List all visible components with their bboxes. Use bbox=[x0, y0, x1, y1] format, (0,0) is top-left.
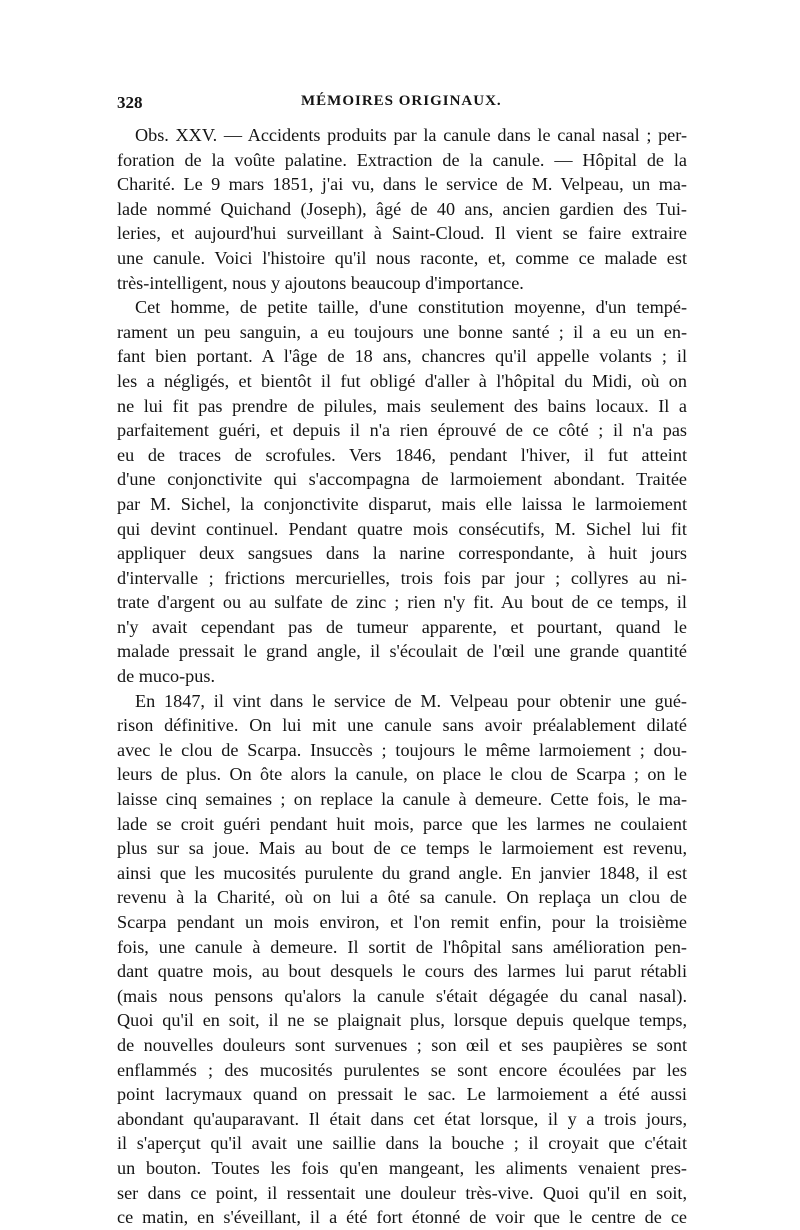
text-line: Charité. Le 9 mars 1851, j'ai vu, dans le service de M. Velpeau, un ma- bbox=[117, 174, 687, 195]
paragraph-observation-title bbox=[117, 123, 687, 295]
document-page bbox=[117, 93, 687, 1230]
text-line: un bouton. Toutes les fois qu'en mangeant, les aliments venaient pres- bbox=[117, 1157, 687, 1178]
text-line: dant quatre mois, au bout desquels le cours des larmes lui parut rétabli bbox=[117, 961, 687, 982]
text-line: d'une conjonctivite qui s'accompagna de larmoiement abondant. Traitée bbox=[117, 469, 687, 490]
text-line: de muco-pus. bbox=[117, 666, 215, 687]
text-line: une canule. Voici l'histoire qu'il nous raconte, et, comme ce malade est bbox=[117, 247, 687, 268]
text-line: Cet homme, de petite taille, d'une constitution moyenne, d'un tempé- bbox=[135, 297, 687, 318]
text-line: Obs. XXV. — Accidents produits par la canule dans le canal nasal ; per- bbox=[135, 125, 687, 145]
text-line: les a négligés, et bientôt il fut obligé d'aller à l'hôpital du Midi, où on bbox=[117, 370, 687, 391]
text-line: fois, une canule à demeure. Il sortit de l'hôpital sans amélioration pen- bbox=[117, 936, 687, 957]
text-line: de nouvelles douleurs sont survenues ; son œil et ses paupières se sont bbox=[117, 1034, 687, 1055]
page-header bbox=[117, 93, 687, 119]
text-line: par M. Sichel, la conjonctivite disparut, mais elle laissa le larmoiement bbox=[117, 493, 687, 514]
text-line: leries, et aujourd'hui surveillant à Saint-Cloud. Il vient se faire extraire bbox=[117, 223, 687, 244]
text-line: il s'aperçut qu'il avait une saillie dans la bouche ; il croyait que c'était bbox=[117, 1133, 687, 1154]
text-line: Quoi qu'il en soit, il ne se plaignait plus, lorsque depuis quelque temps, bbox=[117, 1010, 687, 1031]
paragraph-treatment bbox=[117, 689, 687, 1230]
text-line: enflammés ; des mucosités purulentes se sont encore écoulées par les bbox=[117, 1059, 687, 1080]
text-line: d'intervalle ; frictions mercurielles, trois fois par jour ; collyres au ni- bbox=[117, 567, 687, 588]
text-line: n'y avait cependant pas de tumeur apparente, et pourtant, quand le bbox=[117, 616, 687, 637]
text-line: trate d'argent ou au sulfate de zinc ; rien n'y fit. Au bout de ce temps, il bbox=[117, 592, 687, 613]
text-line: fant bien portant. A l'âge de 18 ans, chancres qu'il appelle volants ; il bbox=[117, 346, 687, 367]
text-line: rison définitive. On lui mit une canule sans avoir préalablement dilaté bbox=[117, 715, 687, 736]
text-line: plus sur sa joue. Mais au bout de ce temps le larmoiement est revenu, bbox=[117, 838, 687, 859]
text-line: laisse cinq semaines ; on replace la canule à demeure. Cette fois, le ma- bbox=[117, 789, 687, 810]
page-number: 328 bbox=[117, 93, 143, 112]
text-line: qui devint continuel. Pendant quatre mois consécutifs, M. Sichel lui fit bbox=[117, 518, 687, 539]
text-line: (mais nous pensons qu'alors la canule s'était dégagée du canal nasal). bbox=[117, 985, 687, 1006]
text-line: revenu à la Charité, où on lui a ôté sa canule. On replaça un clou de bbox=[117, 887, 687, 908]
text-line: foration de la voûte palatine. Extraction de la canule. — Hôpital de la bbox=[117, 149, 687, 170]
text-line: leurs de plus. On ôte alors la canule, on place le clou de Scarpa ; on le bbox=[117, 764, 687, 785]
text-line: rament un peu sanguin, a eu toujours une bonne santé ; il a eu un en- bbox=[117, 321, 687, 342]
running-title: MÉMOIRES ORIGINAUX. bbox=[301, 93, 502, 109]
text-line: ser dans ce point, il ressentait une douleur très-vive. Quoi qu'il en soit, bbox=[117, 1182, 687, 1203]
text-line: eu de traces de scrofules. Vers 1846, pendant l'hiver, il fut atteint bbox=[117, 444, 687, 465]
text-line: parfaitement guéri, et depuis il n'a rien éprouvé de ce côté ; il n'a pas bbox=[117, 420, 687, 441]
text-line: abondant qu'auparavant. Il était dans cet état lorsque, il y a trois jours, bbox=[117, 1108, 687, 1129]
text-line: appliquer deux sangsues dans la narine correspondante, à huit jours bbox=[117, 543, 687, 564]
text-line: point lacrymaux quand on pressait le sac. Le larmoiement a été aussi bbox=[117, 1084, 687, 1105]
text-line: ainsi que les mucosités purulente du grand angle. En janvier 1848, il est bbox=[117, 862, 687, 883]
paragraph-history bbox=[117, 295, 687, 689]
text-line: ce matin, en s'éveillant, il a été fort étonné de voir que le centre de ce bbox=[117, 1207, 687, 1228]
text-line: lade nommé Quichand (Joseph), âgé de 40 ans, ancien gardien des Tui- bbox=[117, 198, 687, 219]
text-line: malade pressait le grand angle, il s'écoulait de l'œil une grande quantité bbox=[117, 641, 687, 662]
text-line: ne lui fit pas prendre de pilules, mais seulement des bains locaux. Il a bbox=[117, 395, 687, 416]
text-line: lade se croit guéri pendant huit mois, parce que les larmes ne coulaient bbox=[117, 813, 687, 834]
text-line: En 1847, il vint dans le service de M. Velpeau pour obtenir une gué- bbox=[135, 690, 687, 711]
text-line: Scarpa pendant un mois environ, et l'on remit enfin, pour la troisième bbox=[117, 912, 687, 932]
text-line: avec le clou de Scarpa. Insuccès ; toujours le même larmoiement ; dou- bbox=[117, 739, 687, 760]
text-line: très-intelligent, nous y ajoutons beaucoup d'importance. bbox=[117, 272, 524, 293]
